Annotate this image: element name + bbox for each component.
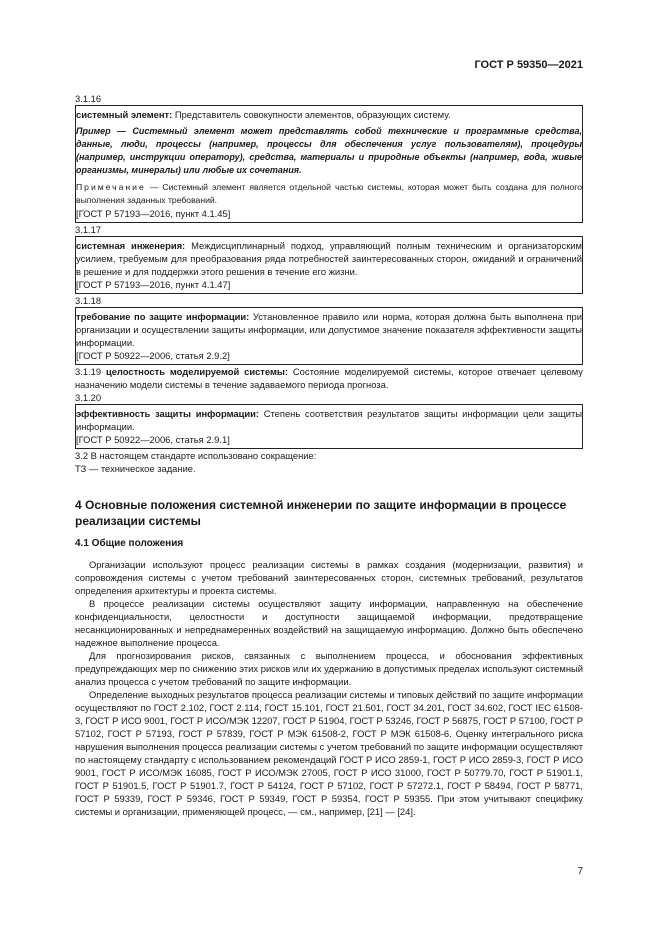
definition bbox=[76, 108, 582, 121]
definition-3-1-19 bbox=[75, 365, 583, 391]
source-reference: [ГОСТ Р 57193—2016, пункт 4.1.45] bbox=[76, 208, 231, 219]
definition-box bbox=[75, 307, 583, 365]
source-reference: [ГОСТ Р 50922—2006, статья 2.9.1] bbox=[76, 434, 230, 445]
note-lead: Примечание bbox=[76, 182, 146, 192]
entry-number: 3.1.18 bbox=[75, 295, 102, 306]
term-definition: Состояние моделируемой системы, которое отвечает целевому назначению модели системы в течение задаваемого периода прогноза. bbox=[75, 366, 583, 390]
term-definition: Представитель совокупности элементов, образующих систему. bbox=[172, 109, 451, 120]
paragraph: В процессе реализации системы осуществляют защиту информации, направленную на обеспечение конфиденциальности, целостности и доступности защищаемой информации, предотвращение несанкционированных и непреднамеренных воздействий на защищаемую информацию. Должно быть обеспечено надежное выполнение процесса. bbox=[75, 598, 583, 648]
source-reference: [ГОСТ Р 50922—2006, статья 2.9.2] bbox=[76, 350, 230, 361]
subsection-title: 4.1 Общие положения bbox=[75, 538, 184, 549]
example bbox=[76, 125, 582, 177]
note-text: — Системный элемент является отдельной частью системы, которая может быть создана для полного выполнения заданных требований. bbox=[76, 182, 582, 205]
definition bbox=[76, 310, 582, 349]
definition bbox=[76, 239, 582, 278]
term: системный элемент: bbox=[76, 109, 173, 120]
entry-number: 3.1.17 bbox=[75, 224, 102, 235]
page-content bbox=[75, 92, 583, 818]
term-definition: Установленное правило или норма, которая должна быть выполнена при организации и осуществлении защиты информации, или допустимое значение показателя эффективности защиты информации. bbox=[76, 311, 582, 348]
abbreviation-intro: 3.2 В настоящем стандарте использовано сокращение: bbox=[75, 450, 317, 461]
example-text: Системный элемент может представлять собой технические и программные средства, данные, люди, процессы (например, процессы для обеспечения услуг пользователям), процедуры (например, инструкции оператору), средства, материалы и природные объекты (например, вода, живые организмы, минералы) или любые их сочетания. bbox=[76, 126, 582, 175]
example-lead: Пример — bbox=[76, 126, 126, 136]
definition bbox=[76, 407, 582, 433]
entry-number: 3.1.20 bbox=[75, 392, 102, 403]
paragraph: Определение выходных результатов процесса реализации системы и типовых действий по защите информации осуществляют по ГОСТ 2.102, ГОСТ 2.114, ГОСТ 15.101, ГОСТ 21.501, ГОСТ 34.201, ГОСТ 34.602, ГОСТ IEC 61508-3, ГОСТ Р ИСО 9001, ГОСТ Р ИСО/МЭК 12207, ГОСТ Р 51904, ГОСТ Р 53246, ГОСТ Р 56875, ГОСТ Р 57100, ГОСТ Р 57102, ГОСТ Р 57193, ГОСТ Р 57839, ГОСТ Р МЭК 61508-2, ГОСТ Р МЭК 61508-6. Оценку интегрального риска нарушения выполнения процесса реализации системы с учетом требований по защите информации осуществляют по настоящему стандарту с использованием рекомендаций ГОСТ Р ИСО 2859-1, ГОСТ Р ИСО 2859-3, ГОСТ Р ИСО 9001, ГОСТ Р ИСО/МЭК 16085, ГОСТ Р ИСО/МЭК 27005, ГОСТ Р ИСО 31000, ГОСТ Р 50779.70, ГОСТ Р 51901.1, ГОСТ Р 51901.5, ГОСТ Р 51901.7, ГОСТ Р 54124, ГОСТ Р 57102, ГОСТ Р 57272.1, ГОСТ Р 58494, ГОСТ Р 58771, ГОСТ Р 59339, ГОСТ Р 59346, ГОСТ Р 59349, ГОСТ Р 59354, ГОСТ Р 59355. При этом учитывают специфику системы и организации, применяющей процесс, — см., например, [21] — [24]. bbox=[75, 689, 583, 817]
abbreviation-item: ТЗ — техническое задание. bbox=[75, 463, 196, 474]
page-number: 7 bbox=[577, 866, 583, 877]
term: целостность моделируемой системы: bbox=[105, 366, 289, 377]
section-title: 4 Основные положения системной инженерии по защите информации в процессе реализации системы bbox=[75, 498, 567, 528]
term: эффективность защиты информации: bbox=[76, 408, 260, 419]
entry-number: 3.1.16 bbox=[75, 93, 102, 104]
paragraph: Для прогнозирования рисков, связанных с выполнением процесса, и обоснования эффективных предупреждающих мер по снижению этих рисков или их удержанию в допустимых пределах используют системный анализ процесса с учетом требований по защите информации. bbox=[75, 650, 583, 687]
definition-box bbox=[75, 236, 583, 294]
note bbox=[76, 181, 582, 207]
term: требование по защите информации: bbox=[76, 311, 250, 322]
document-id: ГОСТ Р 59350—2021 bbox=[474, 59, 583, 71]
definition-box bbox=[75, 105, 583, 223]
definition-box bbox=[75, 404, 583, 449]
term-definition: Степень соответствия результатов защиты информации цели защиты информации. bbox=[76, 408, 582, 432]
source-reference: [ГОСТ Р 57193—2016, пункт 4.1.47] bbox=[76, 279, 231, 290]
paragraph: Организации используют процесс реализации системы в рамках создания (модернизации, развития) и сопровождения системы с учетом требований заинтересованных сторон, системных требований, результатов определения архитектуры и проекта системы. bbox=[75, 559, 583, 596]
term: системная инженерия: bbox=[76, 240, 186, 251]
entry-number: 3.1.19 bbox=[75, 366, 106, 377]
term-definition: Междисциплинарный подход, управляющий полным техническим и организаторским усилием, требуемым для преобразования ряда потребностей заинтересованных сторон, ожиданий и ограничений в решение и для поддержки этого решения в течение его жизни. bbox=[76, 240, 582, 277]
